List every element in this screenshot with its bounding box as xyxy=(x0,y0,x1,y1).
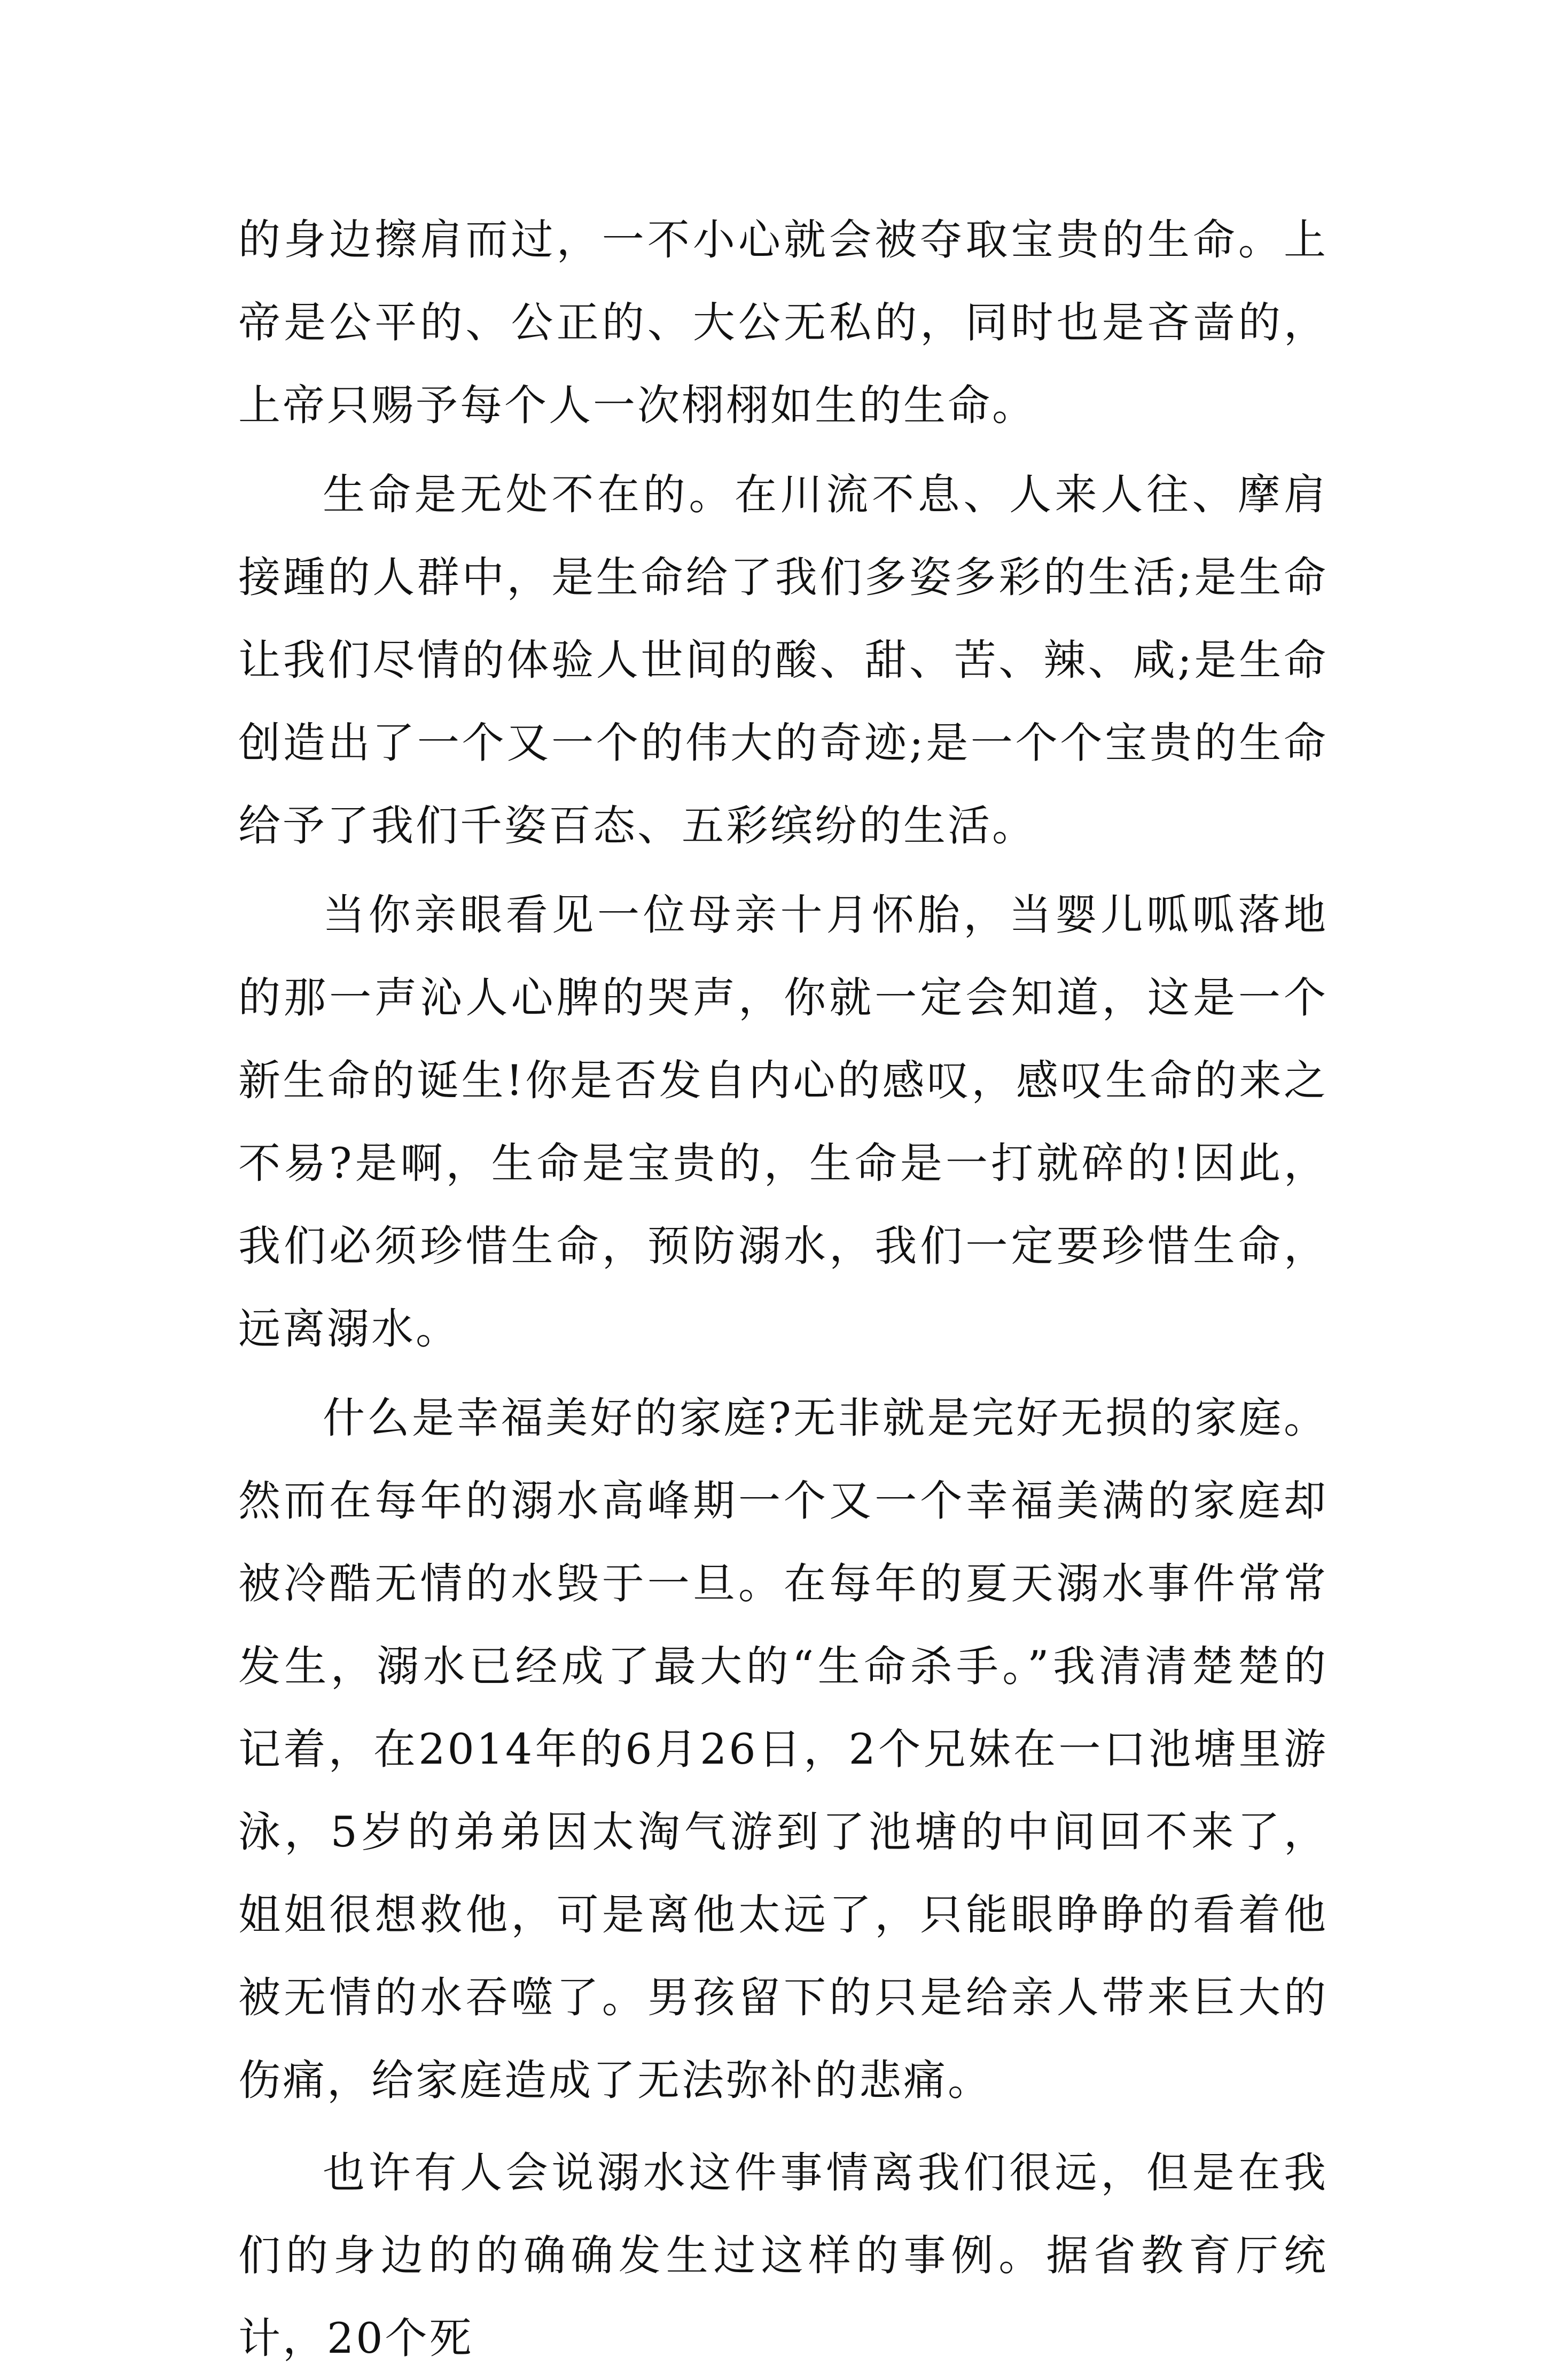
paragraph: 什么是幸福美好的家庭?无非就是完好无损的家庭。然而在每年的溺水高峰期一个又一个幸福美满的家庭却被冷酷无情的水毁于一旦。在每年的夏天溺水事件常常发生，溺水已经成了最大的“生命杀手。”我清清楚楚的记着，在2014年的6月26日，2个兄妹在一口池塘里游泳，5岁的弟弟因太淘气游到了池塘的中间回不来了，姐姐很想救他，可是离他太远了，只能眼睁睁的看着他被无情的水吞噬了。男孩留下的只是给亲人带来巨大的伤痛，给家庭造成了无法弥补的悲痛。 xyxy=(238,1393,1328,2105)
paragraph-continuation: 的身边擦肩而过，一不小心就会被夺取宝贵的生命。上帝是公平的、公正的、大公无私的，同时也是吝啬的，上帝只赐予每个人一次栩栩如生的生命。 xyxy=(238,215,1328,430)
paragraph: 生命是无处不在的。在川流不息、人来人往、摩肩接踵的人群中，是生命给了我们多姿多彩的生活;是生命让我们尽情的体验人世间的酸、甜、苦、辣、咸;是生命创造出了一个又一个的伟大的奇迹;是一个个宝贵的生命给予了我们千姿百态、五彩缤纷的生活。 xyxy=(238,470,1328,850)
paragraph: 也许有人会说溺水这件事情离我们很远，但是在我们的身边的的确确发生过这样的事例。据省教育厅统计，20个死 xyxy=(238,2148,1328,2363)
paragraph: 当你亲眼看见一位母亲十月怀胎，当婴儿呱呱落地的那一声沁人心脾的哭声，你就一定会知道，这是一个新生命的诞生!你是否发自内心的感叹，感叹生命的来之不易?是啊，生命是宝贵的，生命是一打就碎的!因此，我们必须珍惜生命，预防溺水，我们一定要珍惜生命，远离溺水。 xyxy=(238,890,1328,1353)
body-text xyxy=(238,199,1328,2380)
